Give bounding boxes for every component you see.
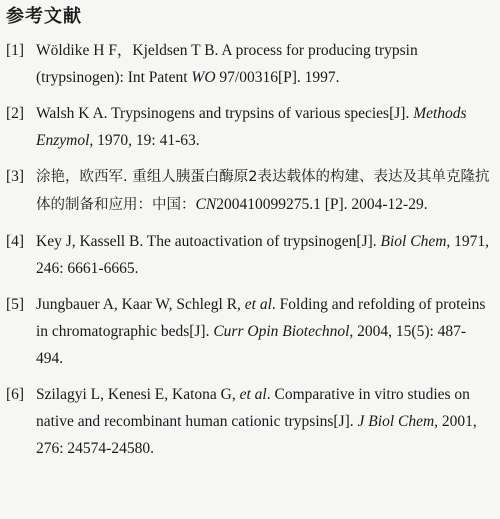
- reference-italic-segment: Methods Enzymol: [36, 105, 467, 149]
- reference-segment: 97/00316[P]. 1997.: [215, 69, 340, 86]
- reference-segment: Jungbauer A, Kaar W, Schlegl R,: [36, 296, 245, 313]
- reference-italic-segment: et al: [239, 386, 267, 403]
- reference-italic-segment: WO: [191, 69, 216, 86]
- reference-text: [36, 291, 492, 372]
- reference-segment: Key J, Kassell B. The autoactivation of trypsinogen[J].: [36, 233, 381, 250]
- reference-italic-segment: Biol Chem: [380, 233, 447, 250]
- reference-segment: Wöldike H F，Kjeldsen T B. A process for producing trypsin (trypsinogen): Int Patent: [36, 42, 418, 86]
- reference-item: [6, 100, 492, 154]
- reference-segment: , 1970, 19: 41-63.: [89, 132, 200, 149]
- reference-item: [6, 163, 492, 219]
- reference-text: [36, 228, 492, 282]
- reference-segment: , 1971, 246: 6661-6665.: [36, 233, 490, 277]
- reference-item: [6, 37, 492, 91]
- reference-number: [1]: [6, 42, 25, 59]
- reference-segment: 200410099275.1 [P]. 2004-12-29.: [216, 196, 428, 213]
- reference-item: [6, 381, 492, 462]
- reference-item: [6, 228, 492, 282]
- reference-segment: Walsh K A. Trypsinogens and trypsins of various species[J].: [36, 105, 414, 122]
- reference-number: [5]: [6, 296, 25, 313]
- reference-italic-segment: J Biol Chem: [357, 413, 435, 430]
- reference-segment: . Comparative in vitro studies on native and recombinant human cationic trypsins[J].: [36, 386, 470, 430]
- reference-segment: , 2004, 15(5): 487-494.: [36, 323, 467, 367]
- reference-number: [3]: [6, 168, 25, 185]
- reference-segment: 涂艳，欧西军. 重组人胰蛋白酶原2表达载体的构建、表达及其单克隆抗体的制备和应用：中国：: [36, 169, 490, 213]
- reference-number: [6]: [6, 386, 25, 403]
- reference-italic-segment: CN: [195, 196, 217, 213]
- reference-list: [6, 37, 492, 462]
- reference-text: [36, 163, 492, 219]
- reference-text: [36, 381, 492, 462]
- reference-number: [2]: [6, 105, 25, 122]
- reference-number: [4]: [6, 233, 25, 250]
- reference-text: [36, 100, 492, 154]
- reference-italic-segment: Curr Opin Biotechnol: [213, 323, 350, 340]
- reference-item: [6, 291, 492, 372]
- reference-segment: . Folding and refolding of proteins in chromatographic beds[J].: [36, 296, 486, 340]
- reference-italic-segment: et al: [244, 296, 272, 313]
- reference-segment: Szilagyi L, Kenesi E, Katona G,: [36, 386, 240, 403]
- reference-segment: , 2001, 276: 24574-24580.: [36, 413, 477, 457]
- reference-text: [36, 37, 492, 91]
- section-title: 参考文献: [6, 6, 82, 27]
